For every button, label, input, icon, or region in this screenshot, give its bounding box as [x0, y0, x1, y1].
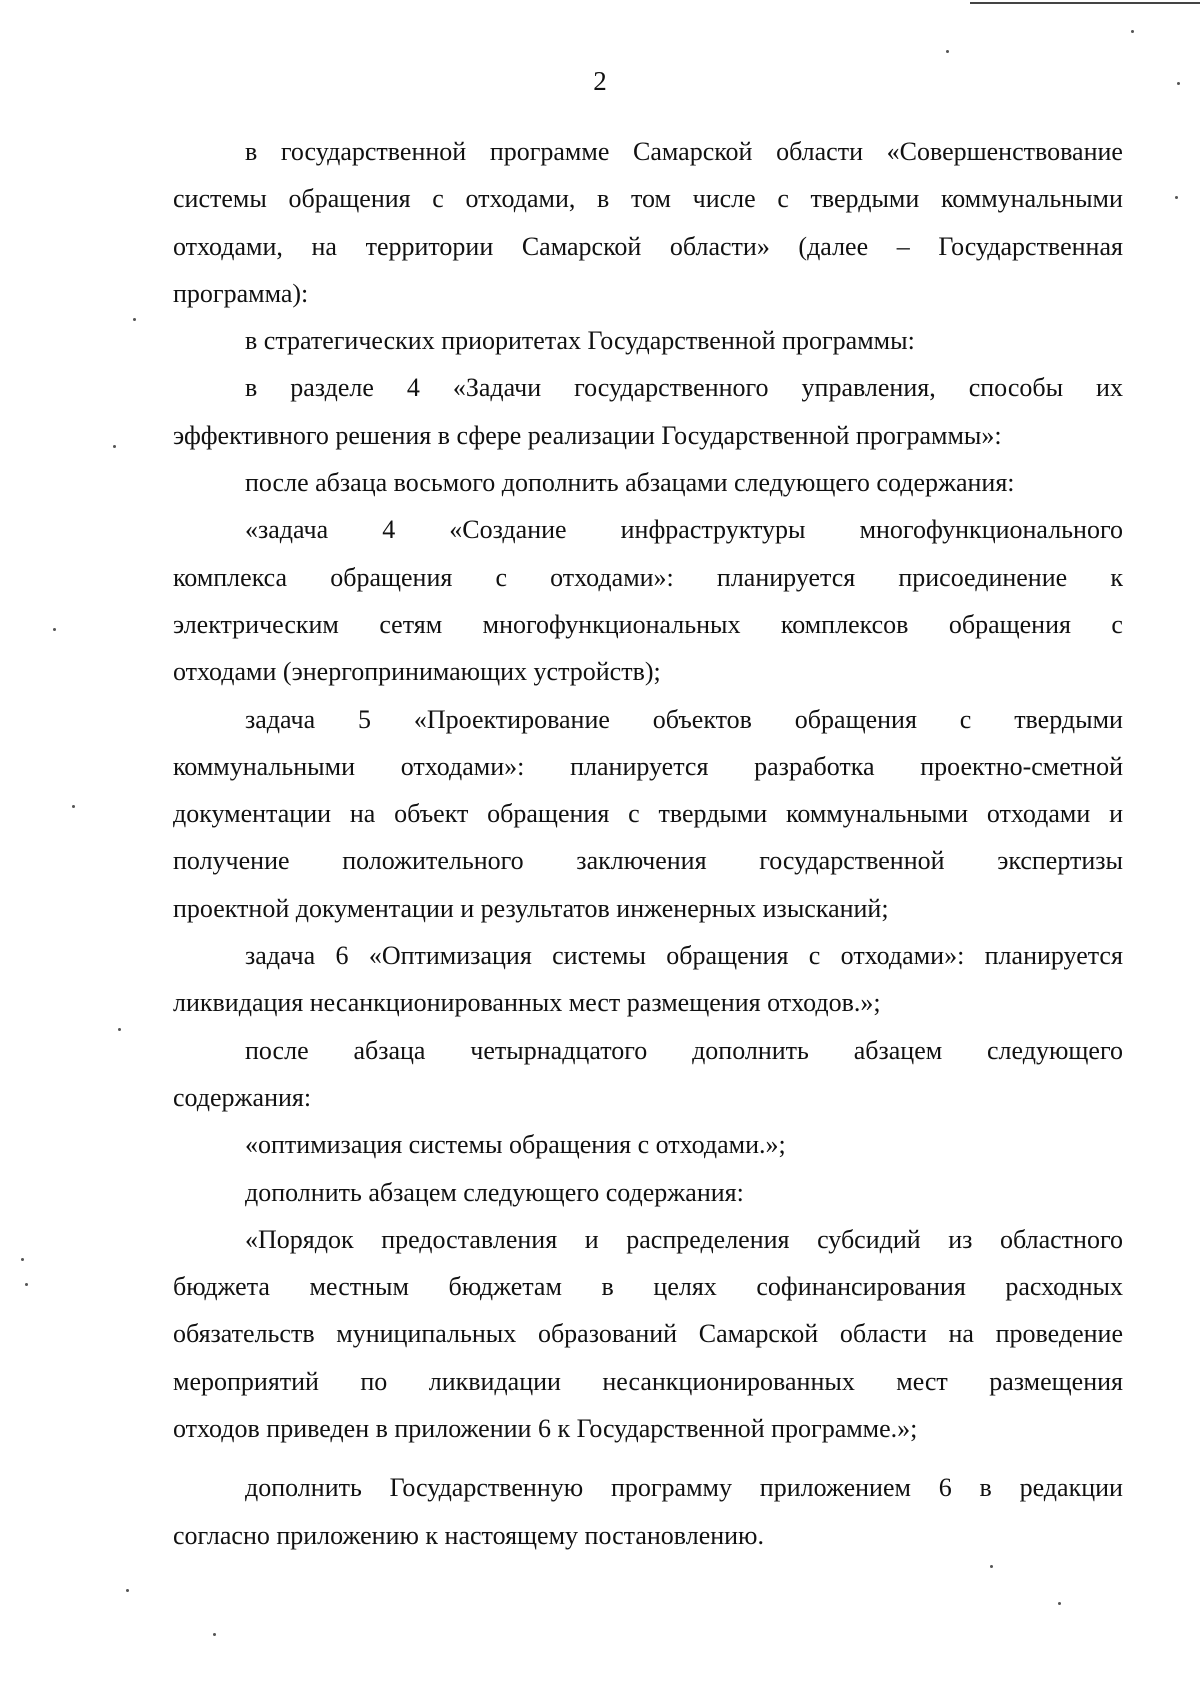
- text-line: «оптимизация системы обращения с отходами.»;: [245, 1130, 786, 1160]
- text-line: ликвидация несанкционированных мест размещения отходов.»;: [173, 988, 881, 1018]
- text-line: документации на объект обращения с твердыми коммунальными отходами и: [173, 799, 1123, 829]
- text-line: дополнить Государственную программу приложением 6 в редакции: [245, 1473, 1123, 1503]
- text-line: электрическим сетям многофункциональных комплексов обращения с: [173, 609, 1123, 639]
- scan-speck: [1058, 1602, 1061, 1605]
- scan-speck: [1131, 30, 1134, 33]
- text-line: после абзаца четырнадцатого дополнить абзацем следующего: [245, 1035, 1123, 1065]
- scan-speck: [990, 1565, 993, 1568]
- text-line: в государственной программе Самарской области «Совершенствование: [245, 137, 1123, 166]
- text-line: отходами, на территории Самарской области» (далее – Государственная: [173, 231, 1123, 261]
- text-line: программа):: [173, 278, 309, 308]
- text-line: в разделе 4 «Задачи государственного управления, способы их: [245, 373, 1123, 403]
- text-line: обязательств муниципальных образований Самарской области на проведение: [173, 1319, 1123, 1349]
- scan-speck: [133, 318, 136, 321]
- document-body: [173, 128, 1123, 1559]
- text-line: получение положительного заключения государственной экспертизы: [173, 846, 1123, 876]
- text-line: эффективного решения в сфере реализации Государственной программы»:: [173, 420, 1002, 450]
- text-line: содержания:: [173, 1082, 312, 1112]
- text-line: в стратегических приоритетах Государственной программы:: [245, 326, 915, 356]
- scan-speck: [21, 1258, 24, 1261]
- text-line: системы обращения с отходами, в том числе с твердыми коммунальными: [173, 184, 1123, 214]
- scan-edge-line: [970, 2, 1200, 4]
- text-line: «задача 4 «Создание инфраструктуры многофункционального: [245, 515, 1123, 545]
- scan-speck: [113, 445, 116, 448]
- scan-speck: [53, 628, 56, 631]
- scan-speck: [72, 805, 75, 808]
- text-line: «Порядок предоставления и распределения субсидий из областного: [245, 1224, 1123, 1254]
- text-line: мероприятий по ликвидации несанкционированных мест размещения: [173, 1366, 1123, 1396]
- text-line: после абзаца восьмого дополнить абзацами следующего содержания:: [245, 468, 1015, 498]
- text-line: коммунальными отходами»: планируется разработка проектно-сметной: [173, 751, 1123, 781]
- scan-speck: [118, 1028, 121, 1031]
- page-number: 2: [593, 66, 607, 96]
- text-line: задача 5 «Проектирование объектов обращения с твердыми: [245, 704, 1123, 734]
- text-line: задача 6 «Оптимизация системы обращения с отходами»: планируется: [245, 941, 1123, 971]
- text-line: согласно приложению к настоящему постановлению.: [173, 1520, 764, 1550]
- text-line: проектной документации и результатов инженерных изысканий;: [173, 893, 889, 923]
- scan-speck: [25, 1283, 28, 1286]
- scan-speck: [1175, 196, 1178, 199]
- text-line: отходами (энергопринимающих устройств);: [173, 657, 661, 687]
- text-line: комплекса обращения с отходами»: планируется присоединение к: [173, 562, 1123, 592]
- text-line: отходов приведен в приложении 6 к Государственной программе.»;: [173, 1414, 918, 1444]
- scan-speck: [946, 50, 949, 53]
- text-line: бюджета местным бюджетам в целях софинансирования расходных: [173, 1272, 1123, 1302]
- text-line: дополнить абзацем следующего содержания:: [245, 1177, 744, 1207]
- scan-speck: [1177, 82, 1180, 85]
- scan-speck: [126, 1589, 129, 1592]
- scan-speck: [213, 1633, 216, 1636]
